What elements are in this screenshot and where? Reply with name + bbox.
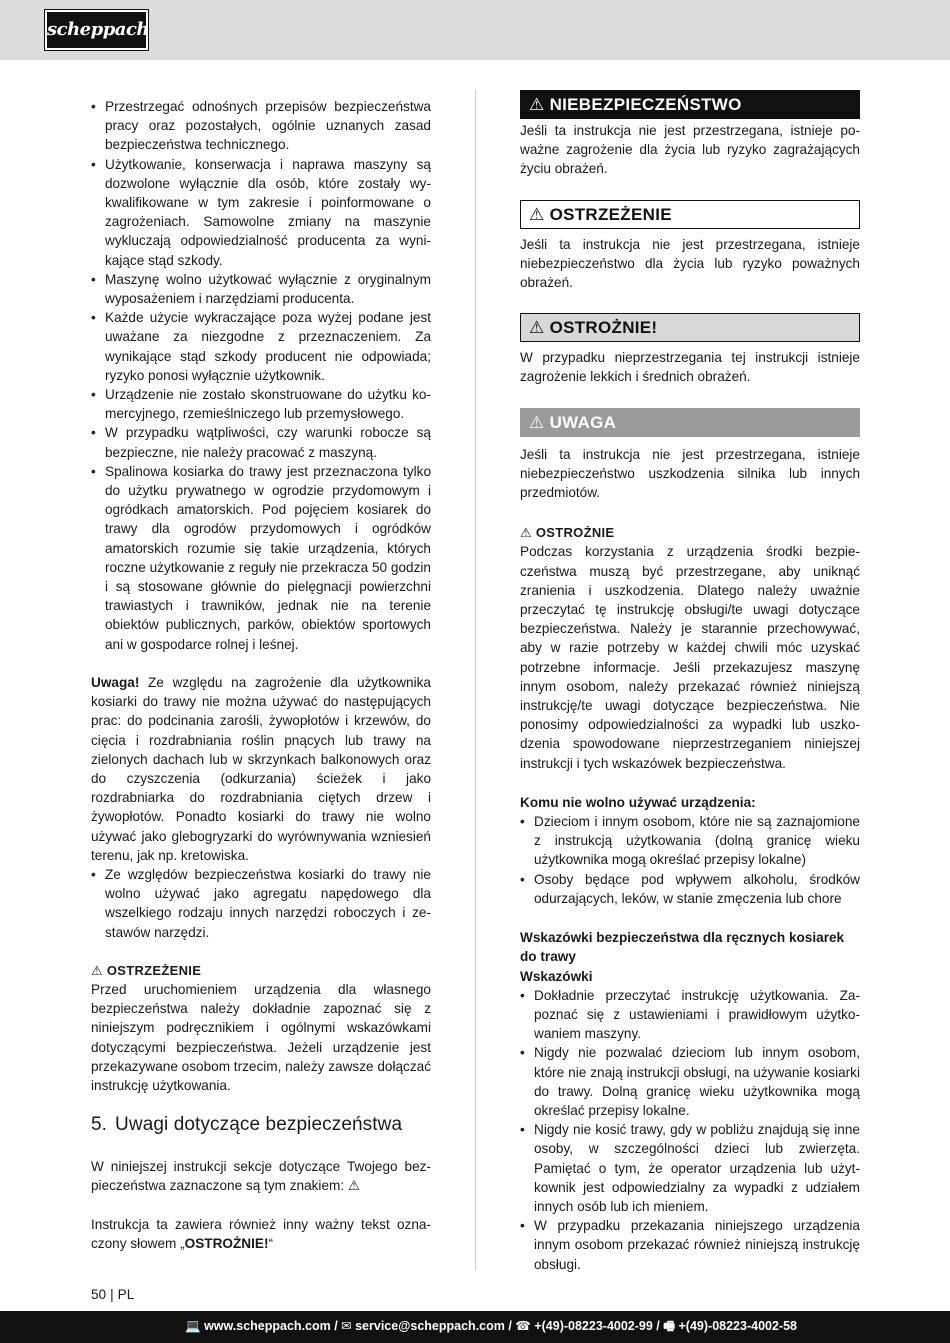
notice-box: ⚠ UWAGA bbox=[520, 408, 860, 437]
warning-heading: ⚠ OSTRZEŻENIE bbox=[91, 962, 202, 978]
column-divider bbox=[475, 90, 476, 1270]
page-footer bbox=[91, 1286, 134, 1304]
section-paragraph-1: W niniejszej instrukcji sekcje dotyczące Twojego bezpieczeństwa zaznaczone są tym znakiem: ⚠ bbox=[91, 1159, 431, 1194]
list-item: • Spalinowa kosiarka do trawy jest przeznaczona tylko do użytku prywatnego w ogrodzie przydomowym i ogródkach amatorskich. Pod pojęciem kosiarek do trawy dla ogrodów przydomowych i ogródków amatorskich rozumie się takie urządzenia, których roczne użytkowanie z reguły nie przekracza 50 godzin i są stosowane głównie do pielęgnacji powierzchni trawiastych i trawników, jednak nie na terenie obiektów publicznych, parków, obiektów sportowych ani w gospodarce rolnej i leśnej. bbox=[91, 462, 431, 654]
page-language: PL bbox=[117, 1287, 135, 1302]
list-item: • Urządzenie nie zostało skonstruowane do użytku komercyjnego, rzemieślniczego lub przemysłowego. bbox=[91, 385, 431, 423]
list-item: • Dzieciom i innym osobom, które nie są zaznajomione z instrukcją użytkowania (dolną granicę wieku użytkownika mogą określać przepisy lokalne) bbox=[520, 812, 860, 870]
section-number: 5. bbox=[91, 1114, 108, 1136]
hand-mower-subheading: Wskazówki bbox=[520, 968, 593, 984]
uwaga-paragraph bbox=[91, 673, 431, 865]
section-p2-keyword: OSTROŻNIE! bbox=[184, 1235, 269, 1251]
section-p2-end: “ bbox=[268, 1235, 274, 1251]
section-paragraph-2 bbox=[91, 1215, 431, 1253]
list-item: • W przypadku przekazania niniejszego urządzenia innym osobom przekazać również niniejszą instrukcję obsługi. bbox=[520, 1216, 860, 1274]
section-title: Uwagi dotyczące bezpieczeństwa bbox=[115, 1114, 403, 1136]
list-item: • Każde użycie wykraczające poza wyżej podane jest uważane za niezgodne z przeznaczeniem. Za wynikające stąd szkody producent nie odpowiada; ryzyko ponosi wyłącznie użytkownik. bbox=[91, 308, 431, 385]
uwaga-text: Ze względu na zagrożenie dla użytkownika kosiarki do trawy nie można używać do następujących prac: do podcinania zarośli, żywopłotów i krzewów, do cięcia i rozdrabniania roślin pnących lub trawy na zielonych dachach lub w skrzynkach balkonowych oraz do czyszczenia (odkurzania) ścieżek i jako rozdrabniarka do rozdrabniania ciętych drzew i żywopłotów. Ponadto kosiarki do trawy nie wolno używać jako glebogryzarki do wyrównywania wzniesień terenu, jak np. kretowiska. bbox=[91, 674, 431, 863]
warning-box-text: Jeśli ta instrukcja nie jest przestrzegana, istnieje niebezpieczeństwo dla życia lub ryzyko poważnych obrażeń. bbox=[520, 236, 860, 291]
page-separator: | bbox=[110, 1287, 114, 1302]
danger-text: Jeśli ta instrukcja nie jest przestrzegana, istnieje poważne zagrożenie dla życia lub ryzyko zagrażających życiu obrażeń. bbox=[520, 123, 860, 177]
list-item: • W przypadku wątpliwości, czy warunki robocze są bezpieczne, nie należy pracować z maszyną. bbox=[91, 423, 431, 461]
list-item: • Nigdy nie kosić trawy, gdy w pobliżu znajdują się inne osoby, w szczególności dzieci lub zwierzęta. Pamiętać o tym, że operator urządzenia lub użytkownik jest odpowiedzialny za wypadki z udziałem innych osób lub ich mieniem. bbox=[520, 1120, 860, 1216]
usage-list bbox=[91, 865, 431, 942]
warning-text: Przed uruchomieniem urządzenia dla własnego bezpieczeństwa należy dokładnie zapoznać się z niniejszym podręcznikiem i ogólnymi wskazówkami dotyczącymi bezpieczeństwa. Jeżeli urządzenie jest przekazywane osobom trzecim, należy zawsze dołączać instrukcję użytkowania. bbox=[91, 981, 431, 1093]
page-number: 50 bbox=[91, 1287, 107, 1302]
list-item: • Nigdy nie pozwalać dzieciom lub innym osobom, które nie znają instrukcji obsługi, na używanie kosiarki do trawy. Dolną granicę wieku użytkownika mogą określać przepisy lokalne. bbox=[520, 1043, 860, 1120]
danger-box: ⚠ NIEBEZPIECZEŃSTWO bbox=[520, 90, 860, 119]
contact-bar bbox=[0, 1311, 950, 1343]
who-list bbox=[520, 812, 860, 908]
list-item: • Przestrzegać odnośnych przepisów bezpieczeństwa pracy oraz pozostałych, ogólnie uznanych zasad bezpieczeństwa technicznego. bbox=[91, 97, 431, 155]
hand-mower-heading: Wskazówki bezpieczeństwa dla ręcznych kosiarek do trawy bbox=[520, 930, 845, 965]
caution-text: Podczas korzystania z urządzenia środki bezpieczeństwa muszą być przestrzegane, aby uniknąć zranienia i uszkodzenia. Dlatego należy uważnie przeczytać tę instrukcję obsługi/te uwagi dotyczące bezpieczeństwa. Należy je starannie przechowywać, aby w razie potrzeby w każdej chwili móc uzyskać potrzebne informacje. Jeśli przekazujesz maszynę innym osobom, należy przekazać również niniejszą instrukcję/te uwagi dotyczące bezpieczeństwa. Nie ponosimy odpowiedzialności za wypadki lub uszkodzenia spowodowane nieprzestrzeganiem niniejszej instrukcji i tych wskazówek bezpieczeństwa. bbox=[520, 544, 860, 771]
section-p2-text: Instrukcja ta zawiera również inny ważny tekst oznaczony słowem „ bbox=[91, 1216, 431, 1251]
uwaga-label: Uwaga! bbox=[91, 674, 140, 690]
list-item: • Dokładnie przeczytać instrukcję użytkowania. Zapoznać się z ustawieniami i prawidłowym użytkowaniem maszyny. bbox=[520, 986, 860, 1044]
list-item: • Użytkowanie, konserwacja i naprawa maszyny są dozwolone wyłącznie dla osób, które zostały wykwalifikowane w tym zakresie i poinformowane o zagrożeniach. Samowolne zmiany na maszynie wykluczają odpowiedzialność producenta za wynikające stąd szkody. bbox=[91, 155, 431, 270]
header-bar bbox=[0, 0, 950, 60]
list-item: • Osoby będące pod wpływem alkoholu, środków odurzających, leków, w stanie zmęczenia lub chore bbox=[520, 870, 860, 908]
section-heading bbox=[91, 1113, 431, 1137]
list-item: • Maszynę wolno użytkować wyłącznie z oryginalnym wyposażeniem i narzędziami producenta. bbox=[91, 270, 431, 308]
list-item: • Ze względów bezpieczeństwa kosiarki do trawy nie wolno używać jako agregatu napędowego dla wszelkiego rodzaju innych narzędzi roboczych i zestawów narzędzi. bbox=[91, 865, 431, 942]
brand-logo: scheppach bbox=[45, 10, 148, 50]
warning-box: ⚠ OSTRZEŻENIE bbox=[520, 200, 860, 229]
caution-box: ⚠ OSTROŻNIE! bbox=[520, 313, 860, 342]
caution-heading: ⚠ OSTROŻNIE bbox=[520, 525, 615, 541]
notice-box-text: Jeśli ta instrukcja nie jest przestrzegana, istnieje niebezpieczeństwo uszkodzenia silnika lub innych przedmiotów. bbox=[520, 446, 860, 501]
contact-info: 💻 www.scheppach.com / ✉ service@scheppach.com / ☎ +(49)-08223-4002-99 / 🖷 +(49)-08223-4002-58 bbox=[185, 1319, 797, 1333]
rules-list bbox=[91, 97, 431, 654]
right-column bbox=[520, 97, 860, 1274]
who-heading: Komu nie wolno używać urządzenia: bbox=[520, 794, 756, 810]
left-column bbox=[91, 97, 431, 1253]
hand-mower-list bbox=[520, 986, 860, 1274]
caution-box-text: W przypadku nieprzestrzegania tej instrukcji istnieje zagrożenie lekkich i średnich obrażeń. bbox=[520, 350, 860, 385]
